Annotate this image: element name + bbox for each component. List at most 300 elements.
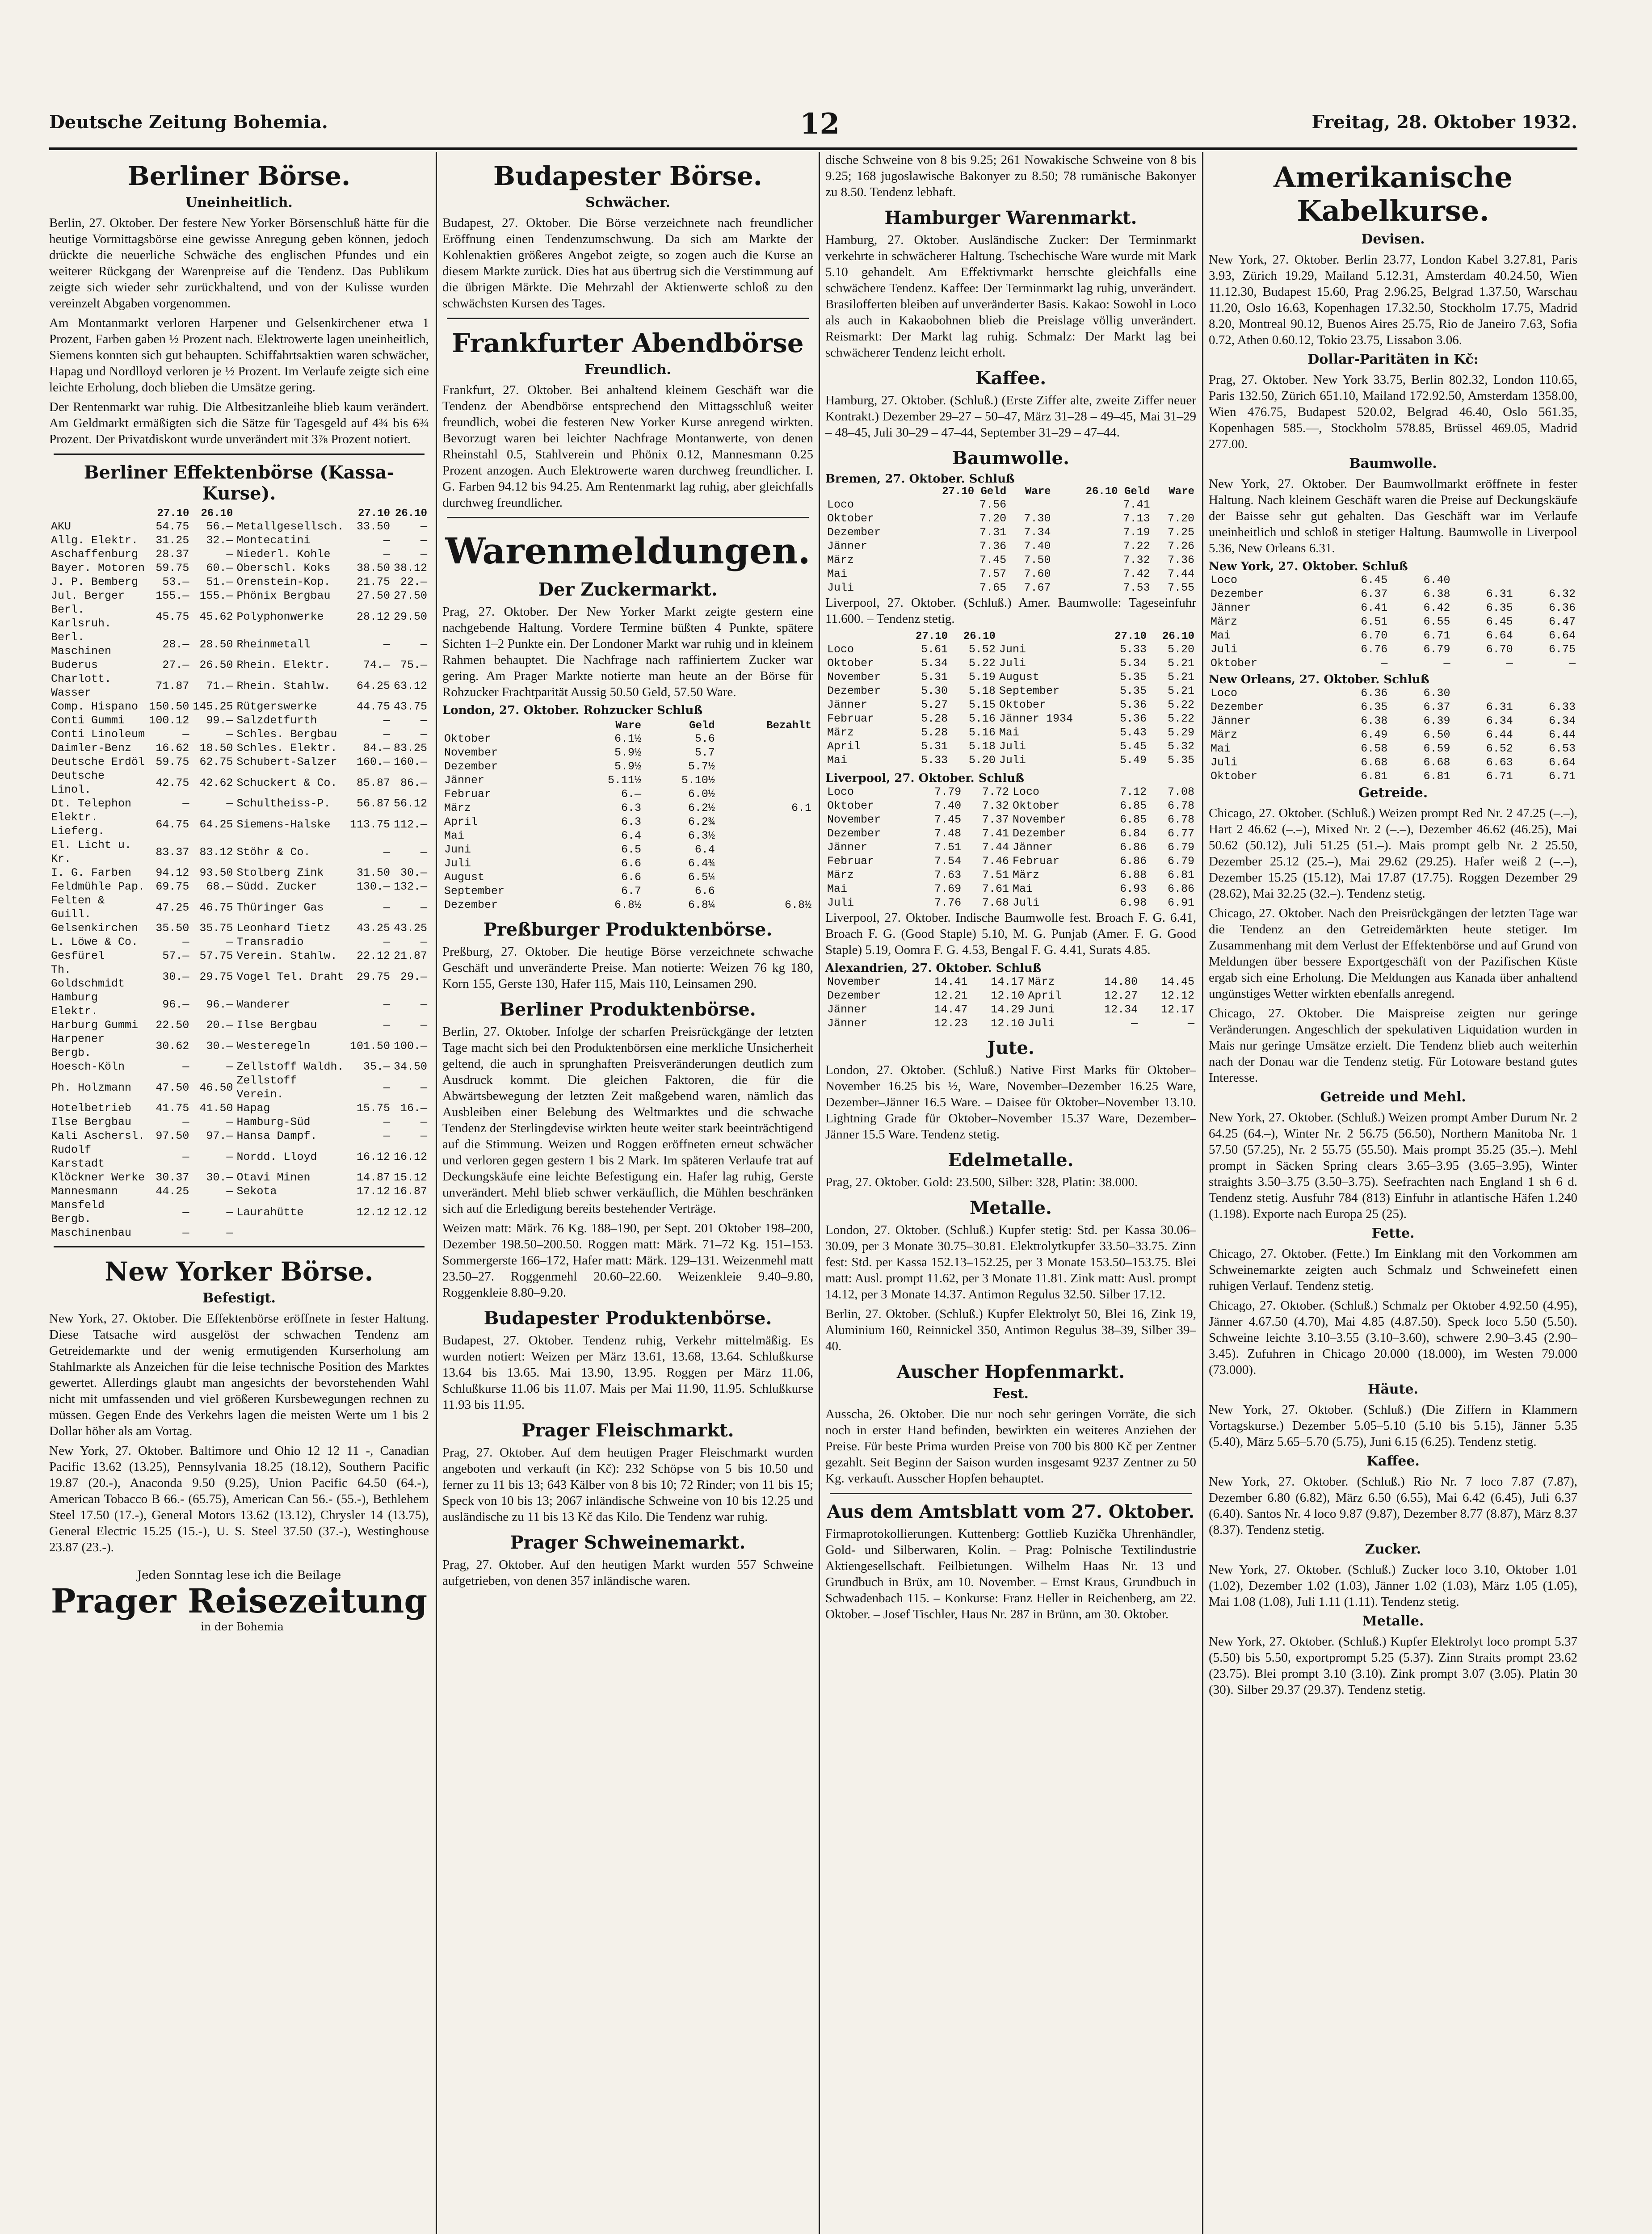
table-cell: 6.3½ (688, 829, 715, 842)
ny-baumwolle-title: New York, 27. Oktober. Schluß (1209, 560, 1408, 573)
berliner-boerse-title: Berliner Börse. (127, 161, 351, 191)
table-cell: 7.34 (1024, 526, 1051, 539)
table-header (442, 720, 569, 732)
table-row (1209, 769, 1577, 783)
table-row (49, 755, 429, 769)
table-row (442, 843, 813, 857)
table-cell: 16.— (400, 1102, 427, 1115)
table-cell: 22.— (400, 575, 427, 588)
table-cell: 6.86 (1120, 841, 1147, 854)
row-label: Rhein. Stahlw. (236, 679, 331, 693)
hopfenmarkt-subtitle: Fest. (993, 1386, 1029, 1402)
devisen-text: New York, 27. Oktober. Berlin 23.77, London Kabel 3.27.81, Paris 3.93, Zürich 19.29, Mailand 5.12.31, Amsterdam 40.24.50, Wien 11.12.30, Budapest 15.60, Prag 2.96.25, Belgrad 1.37.50, Warschau 11.20, Oslo 16.63, Kopenhagen 17.32.50, Stockholm 17.75, Madrid 8.20, Montreal 90.12, Buenos Aires 25.75, Rio de Janeiro 7.63, Sofia 0.72, Athen 0.60.12, Tokio 23.75, Lissabon 3.06. (1209, 252, 1577, 347)
row-label: Verein. Stahlw. (236, 949, 337, 962)
row-label: März (827, 554, 854, 567)
row-label: Loco (1211, 574, 1238, 587)
metalle-text: New York, 27. Oktober. (Schluß.) Kupfer Elektrolyt loco prompt 5.37 (5.50) bis 5.50, exportprompt 5.25 (5.37). Zinn Straits prompt 23.62 (23.75). Blei prompt 3.10 (3.10). Zink prompt 3.07 (3.05). Platin 30 (30). Silber 29.37 (29.37). Tendenz stetig. (1209, 1634, 1577, 1697)
table-cell: 6.50 (1423, 728, 1450, 741)
table-cell: 7.51 (982, 869, 1009, 882)
table-cell: 6.71 (1548, 770, 1576, 783)
table-row (825, 975, 1196, 989)
table-cell: 5.18 (968, 684, 996, 697)
table-cell: 15.75 (356, 1102, 390, 1115)
table-cell: 6.53 (1548, 742, 1576, 755)
table-cell: — (182, 728, 189, 741)
table-cell: 112.— (393, 818, 427, 831)
row-label: Stöhr & Co. (236, 845, 311, 859)
table-cell: 62.75 (199, 756, 233, 768)
hamburger-title: Hamburger Warenmarkt. (884, 207, 1137, 228)
row-label: März (1012, 869, 1039, 882)
table-cell (717, 884, 813, 898)
table-row (442, 857, 813, 870)
table-cell: — (383, 1116, 390, 1129)
table-row (825, 785, 1196, 799)
table-cell: 7.30 (1024, 512, 1051, 525)
table-cell: 38.50 (356, 562, 390, 575)
table-cell: 6.42 (1423, 601, 1450, 614)
table-cell (1452, 686, 1514, 700)
table-row (825, 989, 1196, 1003)
row-label: Hotelbetrieb (51, 1102, 132, 1115)
row-label: Juli (1028, 1017, 1055, 1030)
new-orleans-table (1209, 686, 1577, 783)
table-cell: — (226, 548, 233, 561)
row-label: Dezember (1211, 701, 1265, 714)
table-row (442, 746, 813, 760)
table-cell: — (1187, 1017, 1194, 1030)
table-cell: 34.50 (393, 1060, 427, 1073)
row-label: Nordd. Lloyd (236, 1150, 317, 1163)
liverpool-2-table (825, 785, 1196, 910)
table-cell: 6.59 (1423, 742, 1450, 755)
table-cell: — (226, 797, 233, 810)
separator (830, 1493, 1192, 1494)
table-cell: 64.25 (356, 679, 390, 693)
table-cell: 100.12 (149, 714, 189, 727)
table-cell: 84.— (363, 742, 390, 755)
table-row (825, 896, 1196, 910)
table-cell: 44.75 (356, 700, 390, 713)
row-label: Jänner 1934 (999, 712, 1073, 725)
baumwolle-title: Baumwolle. (952, 448, 1069, 469)
row-label: Ilse Bergbau (51, 1116, 132, 1129)
column-divider (1202, 152, 1203, 2234)
row-label: Sekota (236, 1185, 277, 1198)
table-row (442, 870, 813, 884)
row-label: Mai (827, 882, 848, 895)
row-label: Klöckner Werke (51, 1171, 145, 1184)
alexandrien-title: Alexandrien, 27. Oktober. Schluß (825, 962, 1042, 975)
liverpool-table (825, 630, 1196, 767)
table-cell: — (383, 845, 390, 859)
table-cell: 5.28 (921, 712, 948, 725)
table-cell: 7.67 (1024, 581, 1051, 594)
paragraph: Der Rentenmarkt war ruhig. Die Altbesitzanleihe blieb kaum verändert. Am Geldmarkt ermäßigten sich die Sätze für Tagesgeld auf 4¾ bis 6¾ Prozent. Der Privatdiskont wurde unverändert mit 3⅞ Prozent notiert. (49, 400, 429, 446)
table-row (825, 739, 1196, 753)
table-cell: — (226, 1205, 233, 1219)
table-cell: 7.20 (979, 512, 1007, 525)
table-cell: — (420, 1116, 427, 1129)
table-cell: 5.7½ (688, 760, 715, 773)
table-cell: 14.87 (356, 1171, 390, 1184)
row-label: März (444, 802, 471, 815)
row-label: Februar (827, 855, 874, 868)
zucker-title: Zucker. (1365, 1541, 1421, 1557)
table-cell: 17.12 (356, 1185, 390, 1198)
row-label: Harpener Bergb. (51, 1033, 105, 1059)
table-cell: 7.63 (934, 869, 962, 882)
table-row (49, 1101, 429, 1115)
row-label: Ilse Bergbau (236, 1019, 317, 1032)
row-label: Maschinenbau (51, 1226, 132, 1239)
kaffee-text: New York, 27. Oktober. (Schluß.) Rio Nr. 7 loco 7.87 (7.87), Dezember 6.80 (6.82), März 6.50 (6.55), Mai 6.42 (6.45), Juli 6.37 (6.40). Santos Nr. 4 loco 9.87 (9.87), Dezember 8.77 (8.87), März 8.37 (8.37). Tendenz stetig. (1209, 1474, 1577, 1537)
ny-boerse-subtitle: Befestigt. (202, 1290, 276, 1306)
table-cell: 6.4¾ (688, 857, 715, 870)
metalle-title: Metalle. (1362, 1613, 1424, 1629)
table-cell: — (182, 1116, 189, 1129)
table-cell: 6.4 (694, 843, 715, 856)
table-cell: 27.50 (356, 589, 390, 602)
row-label: Salzdetfurth (236, 714, 317, 727)
table-cell: 5.6 (694, 732, 715, 745)
table-header: 26.10 (1162, 630, 1194, 642)
table-cell: 5.21 (1167, 657, 1194, 670)
table-cell: 7.20 (1167, 512, 1194, 525)
table-cell: 60.— (206, 562, 233, 575)
table-cell: — (420, 936, 427, 949)
row-label: Juli (444, 857, 471, 870)
table-cell: 5.9½ (614, 746, 641, 759)
table-cell: — (182, 1205, 189, 1219)
table-cell: 5.11½ (607, 774, 641, 787)
row-label: Berl. Karlsruh. (51, 603, 112, 630)
table-cell: 56.87 (356, 797, 390, 810)
header-rule (49, 147, 1577, 150)
table-cell: 7.72 (982, 785, 1009, 798)
table-cell: 6.85 (1120, 813, 1147, 826)
row-label: Leonhard Tietz (236, 922, 331, 935)
reisezeitung-ad (49, 1569, 429, 1633)
table-cell (717, 857, 813, 870)
table-row (49, 880, 429, 894)
effekten-table (49, 508, 429, 1240)
table-cell: 6.35 (1361, 701, 1388, 714)
edelmetalle-title: Edelmetalle. (948, 1150, 1074, 1171)
table-cell: 5.49 (1120, 754, 1147, 767)
metalle-title: Metalle. (970, 1197, 1052, 1218)
row-label: Stolberg Zink (236, 866, 324, 879)
table-cell: 5.29 (1167, 726, 1194, 739)
row-label: Thüringer Gas (236, 901, 324, 914)
table-cell: — (226, 1185, 233, 1198)
table-row (49, 658, 429, 672)
amtsblatt-text: Firmaprotokollierungen. Kuttenberg: Gottlieb Kuzička Uhrenhändler, Gold- und Silberwaren, Kolin. – Prag: Polnische Textilindustrie Aktiengesellschaft. Feilbietungen. Wilhelm Haas Nr. 13 und Grundbuch in Brüx, am 10. November. – Ernst Kraus, Grundbuch in Schwadenbach 115. – Konkurse: Franz Heller in Reichenberg, am 22. Oktober. – Josef Tischler, Haus Nr. 287 in Brünn, am 30. Oktober. (825, 1527, 1196, 1621)
berliner-boerse-subtitle: Uneinheitlich. (185, 195, 293, 210)
row-label: Charlott. Wasser (51, 672, 112, 699)
row-label: Berl. Maschinen (51, 631, 112, 658)
row-label: Februar (1012, 855, 1060, 868)
table-cell: 57.75 (199, 949, 233, 962)
table-cell: 28.— (162, 638, 189, 651)
table-cell: 22.50 (156, 1019, 189, 1032)
table-header: 26.10 (395, 508, 427, 520)
row-label: Oktober (827, 657, 874, 670)
table-cell: 7.53 (1123, 581, 1150, 594)
table-cell: 35.— (363, 1060, 390, 1073)
table-cell: 6.51 (1361, 615, 1388, 628)
table-row (49, 727, 429, 741)
table-row (825, 525, 1196, 539)
kabelkurse-title: Amerikanische Kabelkurse. (1273, 161, 1513, 228)
table-cell: 28.50 (199, 638, 233, 651)
table-cell: 155.— (156, 589, 189, 602)
issue-date: Freitag, 28. Oktober 1932. (1312, 112, 1577, 133)
column-divider (436, 152, 437, 2234)
table-row (49, 714, 429, 727)
table-cell: 27.50 (393, 589, 427, 602)
table-row (825, 642, 1196, 656)
row-label: Loco (1211, 687, 1238, 700)
row-label: Mai (1211, 742, 1231, 755)
row-label: Schles. Bergbau (236, 728, 337, 741)
row-label: Dezember (827, 526, 881, 539)
table-cell: 7.26 (1167, 540, 1194, 553)
row-label: Juli (999, 754, 1026, 767)
row-label: Kali Aschersl. (51, 1130, 145, 1142)
row-label: April (827, 740, 861, 753)
table-cell: 6.64 (1548, 629, 1576, 642)
table-cell: — (182, 1150, 189, 1163)
table-row (49, 575, 429, 589)
budapester-boerse-text: Budapest, 27. Oktober. Die Börse verzeichnete nach freundlicher Eröffnung einen Tendenzumschwung. Da sich am Markte der Kohlenaktien größeres Angebot zeigte, so zogen auch die Kurse an diesem Markte zurück. Dies hat aus übertrug sich die Verstimmung auf die übrigen Märkte. Die Mehrzahl der Aktienwerte schloß zu den schwächsten Kursen des Tages. (442, 216, 813, 311)
table-cell: 43.25 (393, 922, 427, 935)
table-cell: 6.2¾ (688, 815, 715, 828)
table-cell: 20.— (206, 1019, 233, 1032)
row-label: Dt. Telephon (51, 797, 132, 810)
table-cell: — (420, 638, 427, 651)
table-cell: 6.88 (1120, 869, 1147, 882)
table-cell: 28.37 (156, 548, 189, 561)
table-cell: 43.25 (356, 922, 390, 935)
row-label: Siemens-Halske (236, 818, 331, 831)
table-cell: 6.3 (621, 802, 641, 815)
row-label: L. Löwe & Co. (51, 936, 139, 949)
row-label: Allg. Elektr. (51, 534, 139, 547)
row-label: Felten & Guill. (51, 894, 105, 921)
table-cell: 6.34 (1548, 714, 1576, 727)
table-cell: 6.49 (1361, 728, 1388, 741)
row-label: Dezember (827, 684, 881, 697)
table-cell: 6.70 (1361, 629, 1388, 642)
table-cell: — (226, 1150, 233, 1163)
table-cell (1152, 498, 1196, 512)
table-cell: 57.— (162, 949, 189, 962)
table-cell: — (420, 1081, 427, 1094)
table-cell: 7.61 (982, 882, 1009, 895)
table-cell: 6.81 (1361, 770, 1388, 783)
table-row (49, 533, 429, 547)
table-cell: 5.21 (1167, 684, 1194, 697)
table-cell: 6.41 (1361, 601, 1388, 614)
table-header: 26.10 (201, 508, 233, 520)
table-cell: 83.37 (156, 845, 189, 859)
getreide-title: Getreide. (1358, 785, 1428, 801)
row-label: November (444, 746, 498, 759)
table-cell: 7.41 (982, 827, 1009, 840)
table-cell (717, 870, 813, 884)
table-cell: 6.58 (1361, 742, 1388, 755)
table-cell: 7.76 (934, 896, 962, 909)
row-label: Orenstein-Kop. (236, 575, 331, 588)
amtsblatt-title: Aus dem Amtsblatt vom 27. Oktober. (827, 1501, 1195, 1522)
table-cell: 5.35 (1120, 671, 1147, 684)
table-row (49, 1032, 429, 1060)
table-cell: — (226, 1116, 233, 1129)
table-cell: 75.— (400, 659, 427, 672)
table-row (825, 1003, 1196, 1016)
table-cell: 86.— (400, 776, 427, 789)
baumwolle-title: Baumwolle. (1349, 456, 1437, 471)
metalle-london-text: London, 27. Oktober. (Schluß.) Kupfer stetig: Std. per Kassa 30.06–30.09, per 3 Monate 30.75–30.81. Elektrolytkupfer 33.50–33.75. Zinn fest: Std. per Kassa 152.13–152.25, per 3 Monate 153.50–153.75. Blei matt: Ausl. prompt 11.62, per 3 Monate 11.81. Zink matt: Ausl. prompt 14.12, per 3 Monate 14.37. Antimon Regulus 32.50. Silber 17.12. (825, 1223, 1196, 1302)
table-header: 26.10 Geld (1085, 486, 1150, 498)
table-cell: 7.54 (934, 855, 962, 868)
table-cell: 155.— (199, 589, 233, 602)
row-label: September (999, 684, 1059, 697)
table-cell: 47.25 (156, 901, 189, 914)
row-label: November (1012, 813, 1067, 826)
berliner-produkten-text: Berlin, 27. Oktober. Infolge der scharfen Preisrückgänge der letzten Tage macht sich bei den Produktenbörsen eine merkliche Unsicherheit geltend, die auch in sprunghaften Preisveränderungen deutlich zum Ausdruck kommt. Die gleichen Faktoren, die für die Abwärtsbewegung der letzten Zeit maßgebend waren, nämlich das Ausbleiben einer Belebung des Weltmarktes und die schwache Tendenz der Sterlingdevise wirkten heute weiter stark beeinträchtigend auf die Stimmung. Weizen und Roggen eröffneten erneut schwächer und verloren gegen gestern 1 bis 2 Mark. Im späteren Verlaufe trat auf Deckungskäufe eine leichte Befestigung ein. Hafer lag ruhig, Gerste unverändert. Mehl blieb schwer verkäuflich, die Mühlen beschränken sich auf die Erledigung bereits bestehender Verträge. (442, 1025, 813, 1216)
table-cell: — (383, 901, 390, 914)
table-cell: — (420, 534, 427, 547)
row-label: Harburg Gummi (51, 1019, 139, 1032)
table-cell: 5.33 (921, 754, 948, 767)
table-cell: 160.— (356, 756, 390, 768)
schweinemarkt-continued: dische Schweine von 8 bis 9.25; 261 Nowakische Schweine von 8 bis 9.25; 168 jugoslawische Bakonyer zu 8.50; 78 rumänische Bakonyer zu 8.50. Tendenz lebhaft. (825, 153, 1196, 199)
table-header: Ware (1169, 486, 1194, 498)
table-row (825, 882, 1196, 896)
table-row (442, 815, 813, 829)
table-cell: 7.37 (982, 813, 1009, 826)
table-cell: 6.63 (1486, 756, 1513, 769)
table-cell: 5.35 (1167, 754, 1194, 767)
row-label: März (827, 726, 854, 739)
table-row (49, 672, 429, 700)
table-cell: 5.16 (968, 726, 996, 739)
row-label: Th. Goldschmidt (51, 963, 125, 990)
table-cell: 7.55 (1167, 581, 1194, 594)
table-row (442, 787, 813, 801)
indische-baumwolle-text: Liverpool, 27. Oktober. Indische Baumwolle fest. Broach F. G. 6.41, Broach F. G. (Good Staple) 5.10, M. G. Punjab (Amer. F. G. Good Staple) 5.19, Oomra F. G. 4.53, Bengal F. G. 4.41, Surats 4.85. (825, 911, 1196, 957)
row-label: J. P. Bemberg (51, 575, 139, 588)
table-cell: 94.12 (156, 866, 189, 879)
table-cell: 45.75 (156, 610, 189, 623)
table-row (825, 868, 1196, 882)
table-cell: 7.31 (979, 526, 1007, 539)
table-row (1209, 700, 1577, 714)
table-header: 26.10 (963, 630, 996, 642)
row-label (235, 1226, 348, 1240)
london-zucker-title: London, 27. Oktober. Rohzucker Schluß (442, 704, 703, 717)
table-cell: 42.62 (199, 776, 233, 789)
table-cell: 101.50 (349, 1039, 390, 1053)
baumwolle-text: New York, 27. Oktober. Der Baumwollmarkt eröffnete in fester Haltung. Nach kleinem Geschäft waren die Preise auf Deckungskäufe der Baisse sehr gut gehalten. Das Geschäft war im Verlaufe uneinheitlich und schloß in stetiger Haltung. Baumwolle in Liverpool 5.36, New Orleans 6.31. (1209, 477, 1577, 555)
table-cell: 7.44 (982, 841, 1009, 854)
row-label: März (1211, 728, 1238, 741)
table-cell: 6.71 (1423, 629, 1450, 642)
new-orleans-title: New Orleans, 27. Oktober. Schluß (1209, 673, 1429, 686)
table-cell: 6.33 (1548, 701, 1576, 714)
table-cell: 6.45 (1486, 615, 1513, 628)
row-label: Jänner (1211, 601, 1251, 614)
table-cell: 6.1 (791, 802, 811, 815)
table-row (49, 1115, 429, 1129)
table-header (49, 508, 147, 520)
row-label: El. Licht u. Kr. (51, 839, 132, 865)
schweinemarkt-text: Prag, 27. Oktober. Auf den heutigen Markt wurden 557 Schweine aufgetrieben, von denen 357 inländische waren. (442, 1558, 813, 1588)
table-cell: — (420, 845, 427, 859)
ad-side: in der Bohemia (201, 1621, 284, 1633)
table-cell: 6.36 (1548, 601, 1576, 614)
table-row (49, 894, 429, 921)
row-label: Daimler-Benz (51, 742, 132, 755)
table-cell: 5.36 (1120, 712, 1147, 725)
dollar-paritaeten-text: Prag, 27. Oktober. New York 33.75, Berlin 802.32, London 110.65, Paris 132.50, Zürich 651.10, Mailand 172.92.50, Amsterdam 1358.00, Wien 476.75, Budapest 520.02, Belgrad 46.40, Oslo 561.35, Kopenhagen 585.—, Stockholm 578.85, Brüssel 469.05, Madrid 277.00. (1209, 373, 1577, 451)
table-cell: 71.87 (156, 679, 189, 693)
table-cell: 12.34 (1104, 1003, 1138, 1016)
row-label: Bayer. Motoren (51, 562, 145, 575)
table-cell: 7.19 (1123, 526, 1150, 539)
table-cell: 5.43 (1120, 726, 1147, 739)
table-cell: 5.20 (968, 754, 996, 767)
getreide-text-2: Chicago, 27. Oktober. Nach den Preisrückgängen der letzten Tage war die Tendenz an den Getreidemärkten heute stetiger. Im Zusammenhang mit dem Verlust der Effektenbörse und auf Grund von Meldungen über bessere Exportgeschäft von der Pazifischen Küste ergab sich eine Erholung. Die Meldungen aus Kanada über anhaltend ungünstiges Wetter wirkten ebenfalls anregend. (1209, 906, 1577, 1001)
table-cell: 29.50 (393, 610, 427, 623)
column-1 (49, 152, 429, 2234)
table-row (825, 553, 1196, 567)
row-label: Schultheiss-P. (236, 797, 331, 810)
table-row (825, 581, 1196, 595)
table-header (825, 486, 909, 498)
table-cell: 6.6 (621, 871, 641, 884)
row-label: Dezember (444, 899, 498, 911)
table-cell: 15.12 (393, 1171, 427, 1184)
table-row (49, 741, 429, 755)
row-label: Otavi Minen (236, 1171, 311, 1184)
table-cell: — (420, 901, 427, 914)
table-cell: — (383, 936, 390, 949)
table-header: 27.10 (1114, 630, 1147, 642)
table-cell: — (383, 534, 390, 547)
table-row (49, 700, 429, 714)
table-header: 27.10 Geld (942, 486, 1007, 498)
table-row (442, 898, 813, 912)
pressburg-title: Preßburger Produktenbörse. (483, 919, 773, 940)
row-label: Vogel Tel. Draht (236, 970, 344, 983)
row-label: Mai (444, 829, 465, 842)
table-row (1209, 714, 1577, 728)
table-cell: 5.61 (921, 643, 948, 656)
table-row (49, 520, 429, 533)
column-2 (442, 152, 813, 2234)
table-cell: 150.50 (149, 700, 189, 713)
table-row (1209, 573, 1577, 587)
table-row (825, 813, 1196, 827)
newspaper-name: Deutsche Zeitung Bohemia. (49, 112, 328, 133)
table-cell: 6.71 (1486, 770, 1513, 783)
table-cell: 29.— (400, 970, 427, 983)
fleischmarkt-title: Prager Fleischmarkt. (521, 1420, 734, 1441)
table-cell: 6.8¼ (688, 899, 715, 911)
